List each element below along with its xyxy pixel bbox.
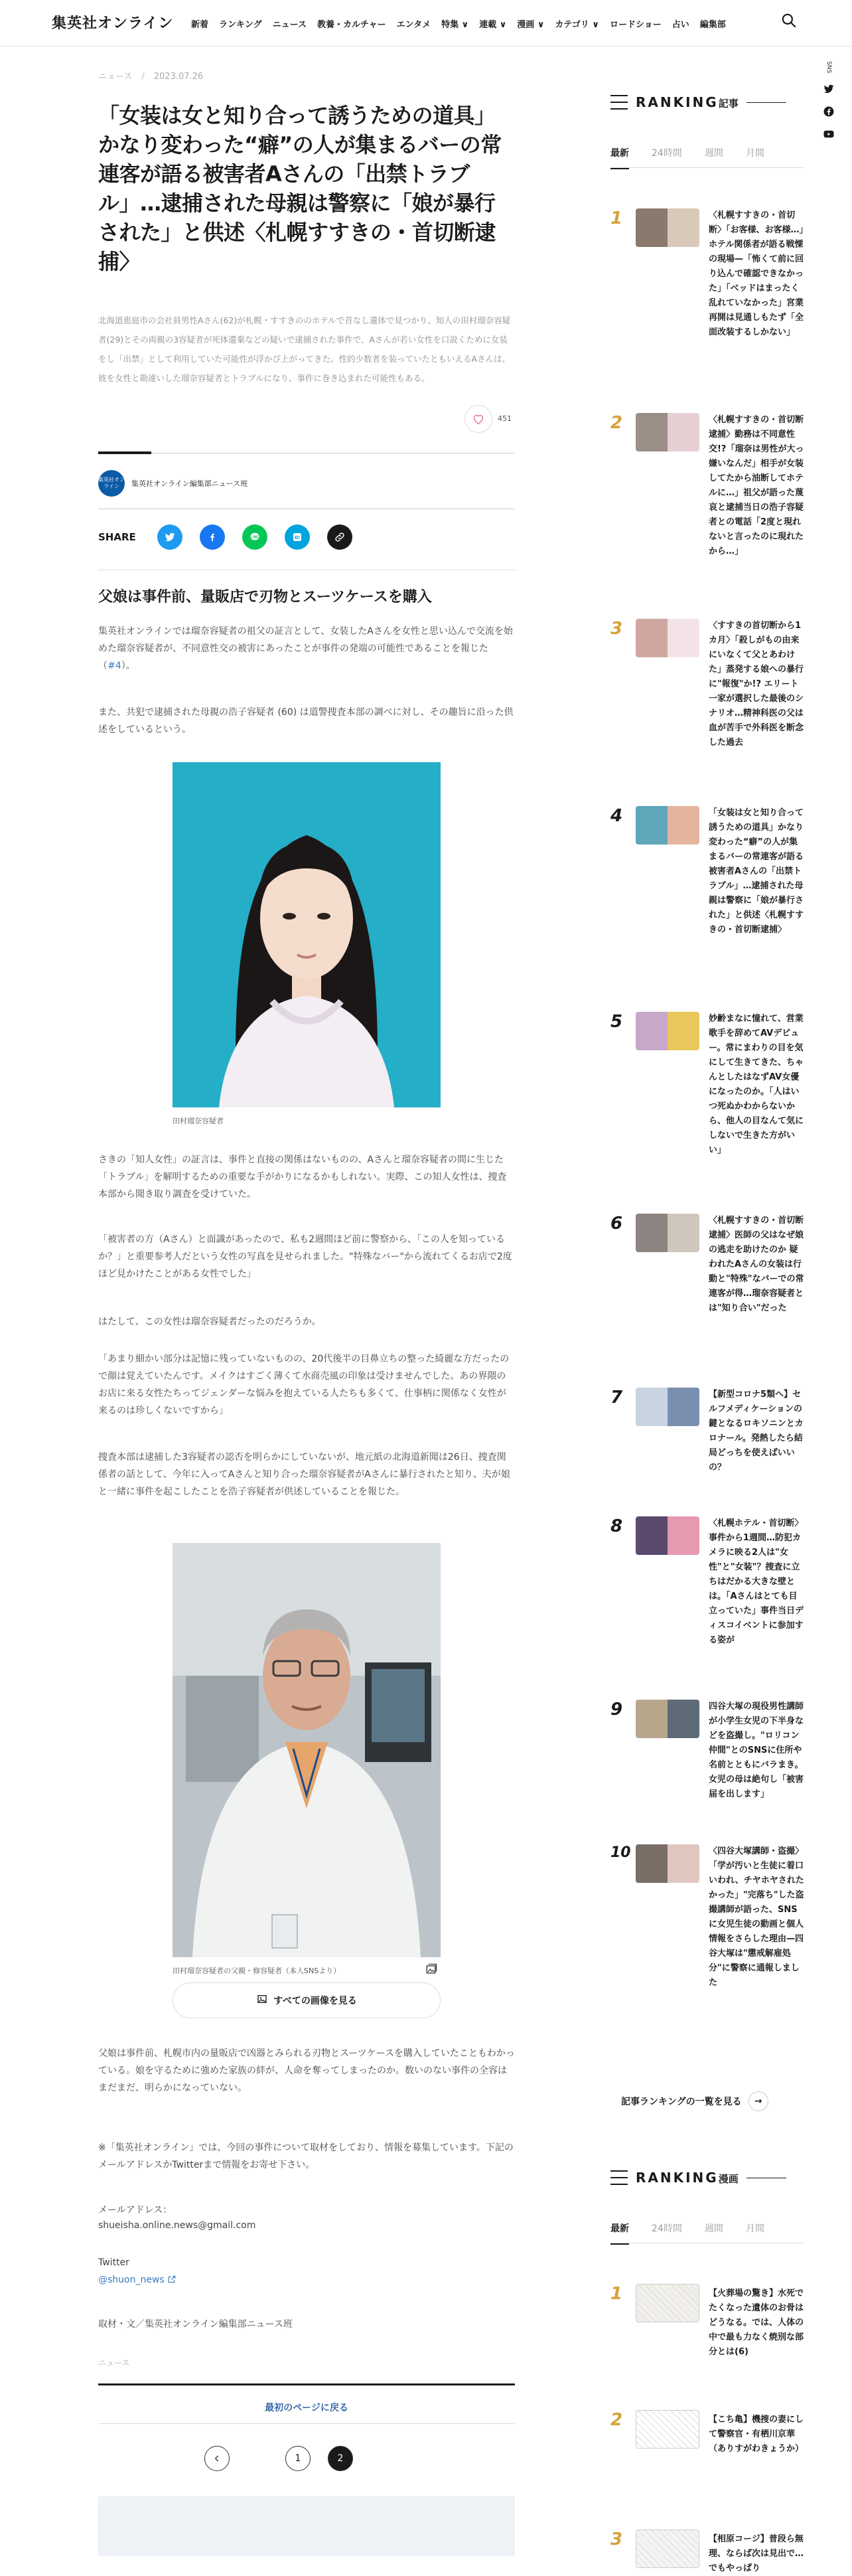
- divider-accent: [98, 451, 151, 454]
- share-bar: [98, 524, 352, 550]
- site-logo[interactable]: 集英社オンライン: [52, 15, 174, 32]
- ranking-title-text: 妙齢まなに憧れて、営業歌手を辞めてAVデビュー。常にまわりの目を気にして生きてきた、ちゃんとしたはなずAV女優になったのか。「人はいつ死ぬかわからないから、他人の目なんて気にしないで生きた方がいい」: [709, 1014, 804, 1155]
- ranking-number: 8: [610, 1516, 623, 1536]
- youtube-icon[interactable]: [822, 127, 835, 141]
- gallery-icon[interactable]: [425, 1963, 438, 1976]
- nav-item-manga[interactable]: 漫画 ∨: [517, 20, 545, 30]
- tab-24h[interactable]: 24時間: [652, 148, 682, 159]
- ranking-thumbnail: [636, 1388, 699, 1426]
- nav-item-news[interactable]: ニュース: [272, 20, 307, 30]
- manga-title-text: 【相原コージ】普段ら無理、ならば次は見出で…でもやっぱり: [709, 2534, 804, 2573]
- nav-item-entame[interactable]: エンタメ: [396, 20, 431, 30]
- ranking-number: 6: [610, 1214, 623, 1234]
- ranking-title-text: 〈札幌ホテル・首切断〉事件から1週間…防犯カメラに映る2人は"女性"と"女装"？捜査に立ちはだかる大きな壁とは。「Aさんはとても目立っていた」事件当日ディスコイベントに参加する姿が: [709, 1518, 804, 1645]
- mail-label: メールアドレス：: [98, 2205, 173, 2215]
- paragraph: 「あまり細かい部分は記憶に残っていないものの、20代後半の目鼻立ちの整った綺麗な方だったので顔は覚えていたんです。メイクはすごく薄くて水商売風の印象は受けませんでした。あの界隈のお店に来る女性たちってジェンダーな悩みを抱えている人たちも多くて、仕事柄に関係なく女性が来るのは珍しくないですから」: [98, 1354, 510, 1416]
- share-hatena-icon[interactable]: [285, 524, 310, 550]
- ranking-thumbnail: [636, 619, 699, 657]
- paragraph: はたして、この女性は瑠奈容疑者だったのだろうか。: [98, 1317, 321, 1327]
- ranking-more-link[interactable]: [621, 2091, 768, 2111]
- article-tag[interactable]: ニュース: [98, 2358, 130, 2368]
- article-title: 「女装は女と知り合って誘うための道具」かなり変わった“癖”の人が集まるバーの常連客が語る被害者Aさんの「出禁トラブル」…逮捕された母親は警察に「娘が暴行された」と供述〈札幌すすきの・首切断逮捕〉: [98, 103, 502, 274]
- manga-thumbnail: [636, 2284, 699, 2322]
- paragraph-text-end: ）。: [121, 661, 135, 671]
- nav-item-culture[interactable]: 教養・カルチャー: [317, 20, 386, 30]
- image-caption: 田村瑠奈容疑者: [173, 1117, 224, 1125]
- image-caption: 田村瑠奈容疑者の父親・修容疑者（本人SNSより）: [173, 1967, 341, 1975]
- view-all-images-button[interactable]: [173, 1982, 441, 2018]
- paragraph: 捜査本部は逮捕した3容疑者の認否を明らかにしていないが、地元紙の北海道新聞は26日、捜査関係者の話として、今年に入ってAさんと知り合った瑠奈容疑者がAさんに暴行されたと知り、夫が娘と一緒に事件を起こしたことを浩子容疑者が供述していることを報じた。: [98, 1452, 510, 1497]
- twitter-icon[interactable]: [822, 82, 835, 96]
- sns-rail: [821, 61, 836, 141]
- ranking-number: 2: [610, 413, 623, 433]
- twitter-label: Twitter: [98, 2257, 129, 2268]
- author-name: 集英社オンライン編集部ニュース班: [131, 479, 248, 488]
- heart-icon: [464, 405, 492, 433]
- ranking-number: 10: [610, 1844, 631, 1861]
- manga-ranking-title: RANKING: [636, 2170, 719, 2186]
- father-photo[interactable]: [173, 1543, 441, 1957]
- share-facebook-icon[interactable]: [200, 524, 225, 550]
- ranking-title-text: 四谷大塚の現役男性講師が小学生女児の下半身などを盗撮し。"ロリコン仲間"とのSNSに住所や名前とともにバラまき。女児の母は絶句し「被害届を出します」: [709, 1702, 804, 1799]
- facebook-icon[interactable]: [822, 105, 835, 118]
- twitter-handle: @shuon_news: [98, 2275, 165, 2285]
- ranking-thumbnail: [636, 413, 699, 451]
- paragraph: 「被害者の方（Aさん）と面識があったので、私も2週間ほど前に警察から、「この人を知っているか？」と重要参考人だという女性の写真を見せられました。"特殊なバー"から流れてくるお店で2度ほど見かけたことがある女性でした」: [98, 1234, 512, 1279]
- manga-tab-latest[interactable]: 最新: [610, 2221, 629, 2245]
- ranking-header: [610, 94, 786, 110]
- ranking-title-text: 〈札幌すすきの・首切断逮捕〉医師の父はなぜ娘の逃走を助けたのか 疑われたAさんの女装は行動と"特殊"なバーでの常連客が得…瑠奈容疑者とは"知り合い"だった: [709, 1216, 804, 1313]
- ranking-number: 5: [610, 1012, 623, 1032]
- article-meta: ニュース / 2023.07.26: [98, 72, 204, 82]
- manga-title-text: 【火葬場の驚き】水死でたくなった遺体のお骨はどうなる。では、人体の中で最も力なく焼別な部分とは(6): [709, 2289, 804, 2357]
- ranking-tabs: [610, 146, 764, 169]
- ranking-number: 3: [610, 619, 623, 639]
- ranking-title-text: 〈札幌すすきの・首切断〉「お客様、お客様…」ホテル関係者が語る戦慄の現場—「怖くて前に回り込んで確認できなかった」「ベッドはまったく乱れていなかった」宮業再開は見通しもたず「全面改装するしかない」: [709, 210, 804, 337]
- article-date: 2023.07.26: [153, 72, 204, 82]
- manga-ranking-header: [610, 2170, 786, 2186]
- view-all-images-label: すべての画像を見る: [273, 1996, 357, 2006]
- ranking-thumbnail: [636, 806, 699, 845]
- manga-title-text: 【こち亀】機捜の妻にして警察官・有栖川京華（ありすがわきょうか）: [709, 2415, 804, 2454]
- sns-label: SNS: [825, 61, 832, 74]
- nav-item-editorial[interactable]: 編集部: [699, 20, 726, 30]
- prev-page-button[interactable]: [204, 2446, 230, 2471]
- section-heading: 父娘は事件前、量販店で刃物とスーツケースを購入: [98, 589, 432, 605]
- nav-item-fortune[interactable]: 占い: [672, 20, 689, 30]
- tab-weekly[interactable]: 週間: [704, 148, 723, 159]
- nav-item-new[interactable]: 新着: [191, 20, 209, 30]
- site-header: [0, 0, 852, 46]
- external-link-icon: [165, 2275, 177, 2285]
- ranking-thumbnail: [636, 1012, 699, 1050]
- like-count: 451: [498, 414, 512, 423]
- search-icon[interactable]: [780, 12, 798, 29]
- author[interactable]: [98, 470, 248, 497]
- paragraph: さきの「知人女性」の証言は、事件と直接の関係はないものの、Aさんと瑠奈容疑者の間に生じた「トラブル」を解明するための重要な手がかりになるかもしれない。実際、この知人女性は、捜査本部から聞き取り調査を受けていた。: [98, 1155, 507, 1200]
- ranking-bars-icon: [610, 95, 628, 110]
- ranking-thumbnail: [636, 1700, 699, 1738]
- svg-text:LINE: LINE: [251, 535, 259, 540]
- page-2-button[interactable]: 2: [328, 2446, 353, 2471]
- nav-item-ranking[interactable]: ランキング: [219, 20, 262, 30]
- ranking-thumbnail: [636, 1516, 699, 1555]
- manga-thumbnail: [636, 2530, 699, 2568]
- ranking-title-text: 〈札幌すすきの・首切断逮捕〉勤務は不同意性交!?「瑠奈は男性が大っ嫌いなんだ」相手が女装してたから油断してホテルに…」祖父が語った蔑哀と逮捕当日の浩子容疑者との電話「2度と現れないと言ったのに現れたから…」: [709, 415, 804, 556]
- share-label: SHARE: [98, 531, 136, 543]
- nav-item-roadshow[interactable]: ロードショー: [609, 20, 662, 30]
- ranking-title: RANKING: [636, 94, 719, 110]
- ranking-title-text: 【新型コロナ5類へ】セルフメディケーションの鍵となるロキソニンとカロナール。発熱したら結局どっちを使えばいいの？: [709, 1390, 804, 1473]
- paragraph-text: 集英社オンラインでは瑠奈容疑者の祖父の証言として、女装したAさんを女性と思い込んで交流を始めた瑠奈容疑者が、不同意性交の被害にあったことが事件の発端の可能性であることを報じた（: [98, 626, 513, 671]
- nav-item-series[interactable]: 連載 ∨: [479, 20, 507, 30]
- credit: 取材・文／集英社オンライン編集部ニュース班: [98, 2319, 293, 2330]
- ranking-rule: [746, 102, 786, 103]
- ranking-number: 4: [610, 806, 623, 826]
- ranking-title-text: 「女装は女と知り合って誘うための道具」かなり変わった“癖”の人が集まるバーの常連客が語る被害者Aさんの「出禁トラブル」…逮捕された母親は警察に「娘が暴行された」と供述〈札幌すすきの・首切断逮捕〉: [709, 808, 804, 935]
- mail-link[interactable]: shueisha.online.news@gmail.com: [98, 2220, 256, 2231]
- share-line-icon[interactable]: [242, 524, 267, 550]
- main-nav: [191, 17, 726, 30]
- image-icon: [256, 1993, 268, 2008]
- tab-latest[interactable]: 最新: [610, 146, 629, 169]
- paragraph: また、共犯で逮捕された母親の浩子容疑者 (60) は道警捜査本部の調べに対し、その趣旨に沿った供述をしているという。: [98, 707, 514, 735]
- ranking-more-label: 記事ランキングの一覧を見る: [621, 2097, 742, 2107]
- paragraph: 父娘は事件前、札幌市内の量販店で凶器とみられる刃物とスーツケースを購入していたこともわかっている。娘を守るために強めた家族の絆が、人命を奪ってしまったのか。数いのない事件の全容はまだまだ、明らかになっていない。: [98, 2048, 515, 2093]
- arrow-right-icon: →: [748, 2091, 768, 2111]
- ranking-number: 1: [610, 208, 623, 228]
- reference-link[interactable]: #4: [107, 661, 121, 671]
- manga-ranking-tabs: [610, 2221, 764, 2245]
- share-twitter-icon[interactable]: [157, 524, 182, 550]
- ranking-number: 2: [610, 2410, 623, 2430]
- divider: [98, 2423, 515, 2424]
- tab-monthly[interactable]: 月間: [745, 148, 764, 159]
- like-button[interactable]: [464, 405, 512, 433]
- svg-text:B!: B!: [294, 534, 300, 540]
- tabs-divider: [610, 167, 804, 168]
- suspect-photo[interactable]: [173, 762, 441, 1107]
- divider: [98, 2383, 515, 2385]
- ranking-number: 3: [610, 2530, 623, 2549]
- ranking-number: 7: [610, 1388, 623, 1408]
- manga-thumbnail: [636, 2410, 699, 2449]
- article-category[interactable]: ニュース: [98, 72, 133, 82]
- ranking-bars-icon: [610, 2170, 628, 2185]
- paragraph: ※「集英社オンライン」では、今回の事件について取材をしており、情報を募集しています。下記のメールアドレスかTwitterまで情報をお寄せ下さい。: [98, 2142, 514, 2170]
- page-1-button[interactable]: 1: [285, 2446, 311, 2471]
- ranking-thumbnail: [636, 1844, 699, 1883]
- nav-item-feature[interactable]: 特集 ∨: [441, 20, 469, 30]
- back-to-first-page-link[interactable]: 最初のページに戻る: [265, 2403, 348, 2413]
- twitter-link[interactable]: [98, 2275, 177, 2285]
- manga-tab-monthly[interactable]: 月間: [745, 2223, 764, 2234]
- author-box: [98, 2496, 515, 2556]
- ranking-thumbnail: [636, 208, 699, 247]
- paragraph: [98, 623, 515, 675]
- ranking-thumbnail: [636, 1214, 699, 1252]
- copy-link-icon[interactable]: [327, 524, 352, 550]
- manga-tab-weekly[interactable]: 週間: [704, 2223, 723, 2234]
- ranking-number: 9: [610, 1700, 623, 1720]
- author-avatar: 集英社オンライン: [98, 470, 125, 497]
- nav-item-category[interactable]: カテゴリ ∨: [555, 20, 599, 30]
- ranking-number: 1: [610, 2284, 623, 2304]
- ranking-suffix: 記事: [718, 98, 739, 110]
- ranking-title-text: 〈すすきの首切断から1カ月〉「殺しがもの由来にいなくて父とあわけた」蒸発する娘への暴行に"報復"か!? エリート一家が選択した最後のシナリオ…精神科医の父は血が苦手で外科医を断念した過去: [709, 621, 804, 748]
- article-lead: 北海道恵庭市の会社員男性Aさん(62)が札幌・すすきののホテルで首なし遺体で見つかり、知人の田村瑠奈容疑者(29)とその両親の3容疑者が死体遺棄などの疑いで逮捕された事件で、Aさんが若い女性を口説くために女装をし「出禁」として利用していた可能性が浮かび上がってきた。性的少数者を装っていたともいえるAさんは、彼を女性と勘違いした瑠奈容疑者とトラブルになり、事件に巻き込まれた可能性もある。: [98, 315, 511, 383]
- manga-tab-24h[interactable]: 24時間: [652, 2223, 682, 2234]
- manga-ranking-suffix: 漫画: [718, 2173, 739, 2185]
- ranking-title-text: 〈四谷大塚講師・盗撮〉「学が汚いと生徒に着口いわれ、チヤホヤされたかった」"完落ち"した盗撮講師が語った、SNSに女児生徒の動画と個人情報をさらした理由—四谷大塚は"懲戒解雇処分"に警察に通報しました: [709, 1846, 804, 1988]
